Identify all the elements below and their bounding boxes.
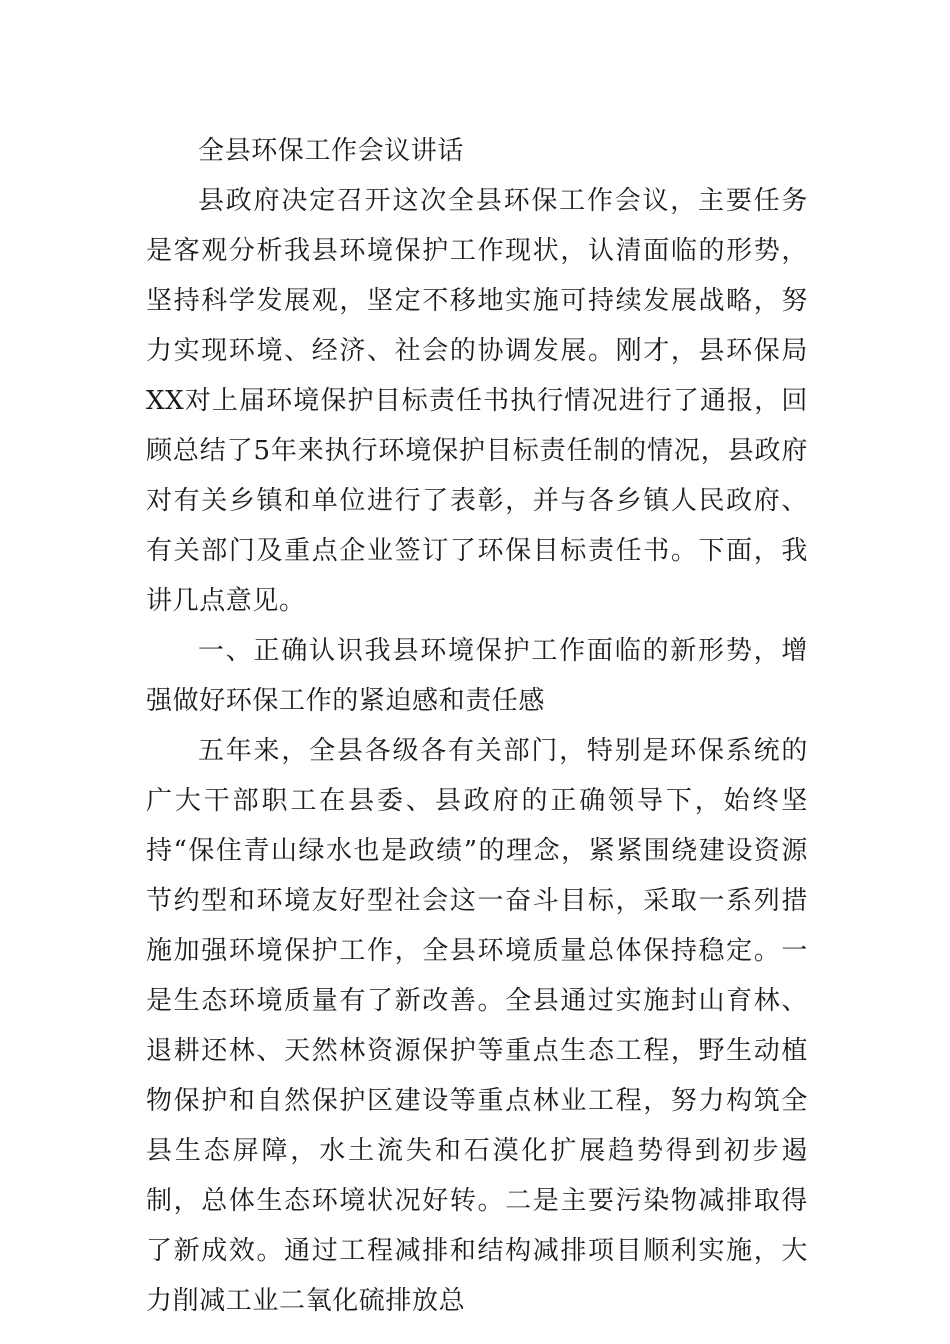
section-heading-1: 一、正确认识我县环境保护工作面临的新形势，增强做好环保工作的紧迫感和责任感 xyxy=(146,636,808,716)
paragraph-achievements: 五年来，全县各级各有关部门，特别是环保系统的广大干部职工在县委、县政府的正确领导下，始终坚持“保住青山绿水也是政绩”的理念，紧紧围绕建设资源节约型和环境友好型社会这一奋斗目标，采取一系列措施加强环境保护工作，全县环境质量总体保持稳定。一是生态环境质量有了新改善。全县通过实施封山育林、退耕还林、天然林资源保护等重点生态工程，野生动植物保护和自然保护区建设等重点林业工程，努力构筑全县生态屏障，水土流失和石漠化扩展趋势得到初步遏制，总体生态环境状况好转。二是主要污染物减排取得了新成效。通过工程减排和结构减排项目顺利实施，大力削减工业二氧化硫排放总 xyxy=(146,736,808,1316)
document-body xyxy=(146,126,808,1326)
document-title: 全县环保工作会议讲话 xyxy=(198,136,465,166)
paragraph-intro: 县政府决定召开这次全县环保工作会议，主要任务是客观分析我县环境保护工作现状，认清面临的形势，坚持科学发展观，坚定不移地实施可持续发展战略，努力实现环境、经济、社会的协调发展。刚才，县环保局XX对上届环境保护目标责任书执行情况进行了通报，回顾总结了5年来执行环境保护目标责任制的情况，县政府对有关乡镇和单位进行了表彰，并与各乡镇人民政府、有关部门及重点企业签订了环保目标责任书。下面，我讲几点意见。 xyxy=(146,186,808,616)
